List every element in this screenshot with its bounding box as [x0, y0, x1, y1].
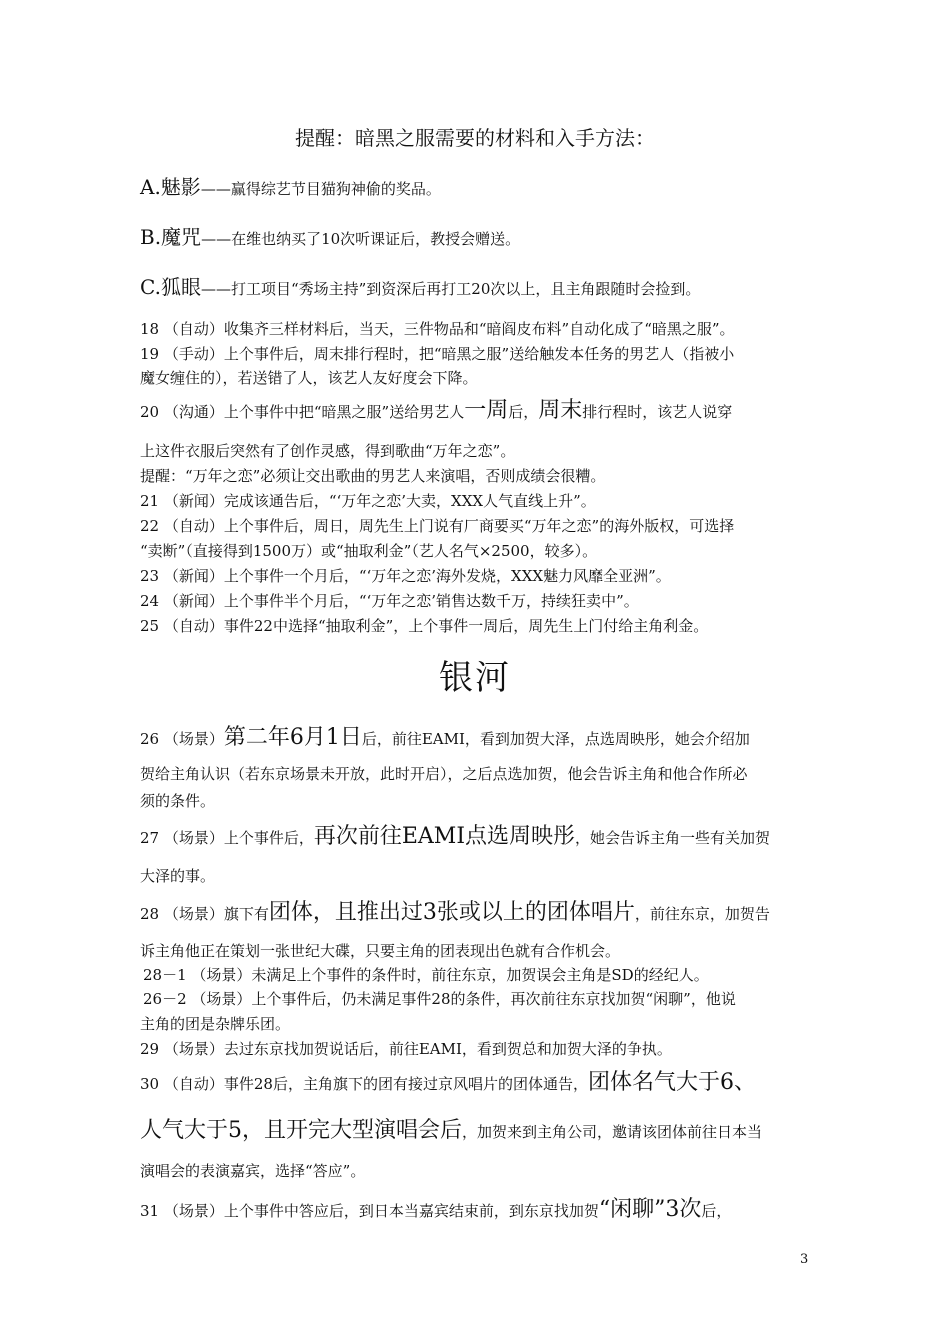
reminder-title: 提醒：暗黑之服需要的材料和入手方法： [295, 126, 655, 150]
material-a-label: A.魅影 [140, 175, 201, 199]
reminder-song: 提醒：“万年之恋”必须让交出歌曲的男艺人来演唱，否则成绩会很糟。 [140, 467, 606, 485]
event-19-line1: 19 （手动）上个事件后，周末排行程时，把“暗黑之服”送给触发本任务的男艺人（指被小 [140, 345, 735, 363]
material-c [140, 276, 700, 300]
event-27-line2: 大泽的事。 [140, 867, 216, 885]
event-26-2-line2: 主角的团是杂牌乐团。 [140, 1015, 291, 1033]
material-a-desc: ——赢得综艺节目猫狗神偷的奖品。 [200, 180, 441, 198]
event-27-text-a: 27 （场景）上个事件后， [140, 829, 314, 847]
event-26-text-c: 后，前往EAMI，看到加贺大泽，点选周映彤，她会介绍加 [361, 730, 750, 748]
event-21: 21 （新闻）完成该通告后，“‘万年之恋’大卖，XXX人气直线上升”。 [140, 492, 596, 510]
event-20-line1 [140, 400, 732, 423]
event-28-line2: 诉主角他正在策划一张世纪大碟，只要主角的团表现出色就有合作机会。 [140, 942, 621, 960]
event-27-emph: 再次前往EAMI点选周映彤 [313, 824, 576, 849]
event-28-1: 28－1 （场景）未满足上个事件的条件时，前往东京，加贺误会主角是SD的经纪人。 [143, 966, 709, 984]
page-number: 3 [800, 1252, 809, 1267]
event-23: 23 （新闻）上个事件一个月后，“‘万年之恋’海外发烧，XXX魅力风靡全亚洲”。 [140, 567, 671, 585]
event-27-line1 [140, 826, 770, 849]
event-20-text-a: 20 （沟通）上个事件中把“暗黑之服”送给男艺人 [140, 403, 465, 421]
event-20-text-c: 后， [508, 403, 539, 421]
event-28-text-c: ，前往东京，加贺告 [634, 905, 770, 923]
event-20-emph-week: 一周 [464, 398, 509, 423]
event-26-line2: 贺给主角认识（若东京场景未开放，此时开启），之后点选加贺，他会告诉主角和他合作所必 [140, 765, 748, 783]
material-b-label: B.魔咒 [140, 225, 202, 249]
event-19-line2: 魔女缠住的），若送错了人，该艺人友好度会下降。 [140, 369, 478, 387]
event-26-2-line1: 26－2 （场景）上个事件后，仍未满足事件28的条件，再次前往东京找加贺“闲聊”，他说 [143, 990, 736, 1008]
event-30-line3: 演唱会的表演嘉宾，选择“答应”。 [140, 1162, 366, 1180]
event-20-emph-weekend: 周末 [538, 398, 583, 423]
material-c-label: C.狐眼 [140, 275, 201, 299]
event-30-emph-a: 团体名气大于6、 [587, 1070, 756, 1095]
event-28-line1 [140, 902, 770, 925]
event-31-text-c: 后， [701, 1202, 732, 1220]
event-20-line2: 上这件衣服后突然有了创作灵感，得到歌曲“万年之恋”。 [140, 442, 516, 460]
event-18: 18 （自动）收集齐三样材料后，当天，三件物品和“暗阎皮布料”自动化成了“暗黑之服”。 [140, 320, 735, 338]
section-heading: 银河 [439, 658, 511, 698]
material-a [140, 176, 441, 200]
event-29: 29 （场景）去过东京找加贺说话后，前往EAMI，看到贺总和加贺大泽的争执。 [140, 1040, 672, 1058]
event-27-text-c: ，她会告诉主角一些有关加贺 [575, 829, 771, 847]
event-22-line1: 22 （自动）上个事件后，周日，周先生上门说有厂商要买“万年之恋”的海外版权，可选择 [140, 517, 735, 535]
event-24: 24 （新闻）上个事件半个月后，“‘万年之恋’销售达数千万，持续狂卖中”。 [140, 592, 639, 610]
event-26-line1 [140, 727, 750, 750]
event-30-text-b: ，加贺来到主角公司，邀请该团体前往日本当 [462, 1123, 763, 1141]
event-26-line3: 须的条件。 [140, 792, 216, 810]
event-30-line1 [140, 1072, 756, 1095]
event-26-text-a: 26 （场景） [140, 730, 224, 748]
event-26-emph-date: 第二年6月1日 [223, 725, 362, 750]
material-b-desc: ——在维也纳买了10次听课证后，教授会赠送。 [201, 230, 521, 248]
event-22-line2: “卖断”（直接得到1500万）或“抽取利金”（艺人名气×2500，较多）。 [140, 542, 598, 560]
material-c-desc: ——打工项目“秀场主持”到资深后再打工20次以上，且主角跟随时会捡到。 [200, 280, 701, 298]
event-31-emph: “闲聊”3次 [598, 1197, 702, 1222]
event-31-text-a: 31 （场景）上个事件中答应后，到日本当嘉宾结束前，到东京找加贺 [140, 1202, 599, 1220]
event-28-emph: 团体，且推出过3张或以上的团体唱片 [268, 900, 635, 925]
event-30-emph-b: 人气大于5，且开完大型演唱会后 [140, 1118, 462, 1143]
event-20-text-e: 排行程时，该艺人说穿 [582, 403, 733, 421]
event-28-text-a: 28 （场景）旗下有 [140, 905, 269, 923]
event-25: 25 （自动）事件22中选择“抽取利金”，上个事件一周后，周先生上门付给主角利金。 [140, 617, 709, 635]
material-b [140, 226, 520, 250]
event-30-line2 [140, 1120, 762, 1143]
event-31-line1 [140, 1199, 731, 1222]
event-30-text-a: 30 （自动）事件28后，主角旗下的团有接过京风唱片的团体通告， [140, 1075, 588, 1093]
